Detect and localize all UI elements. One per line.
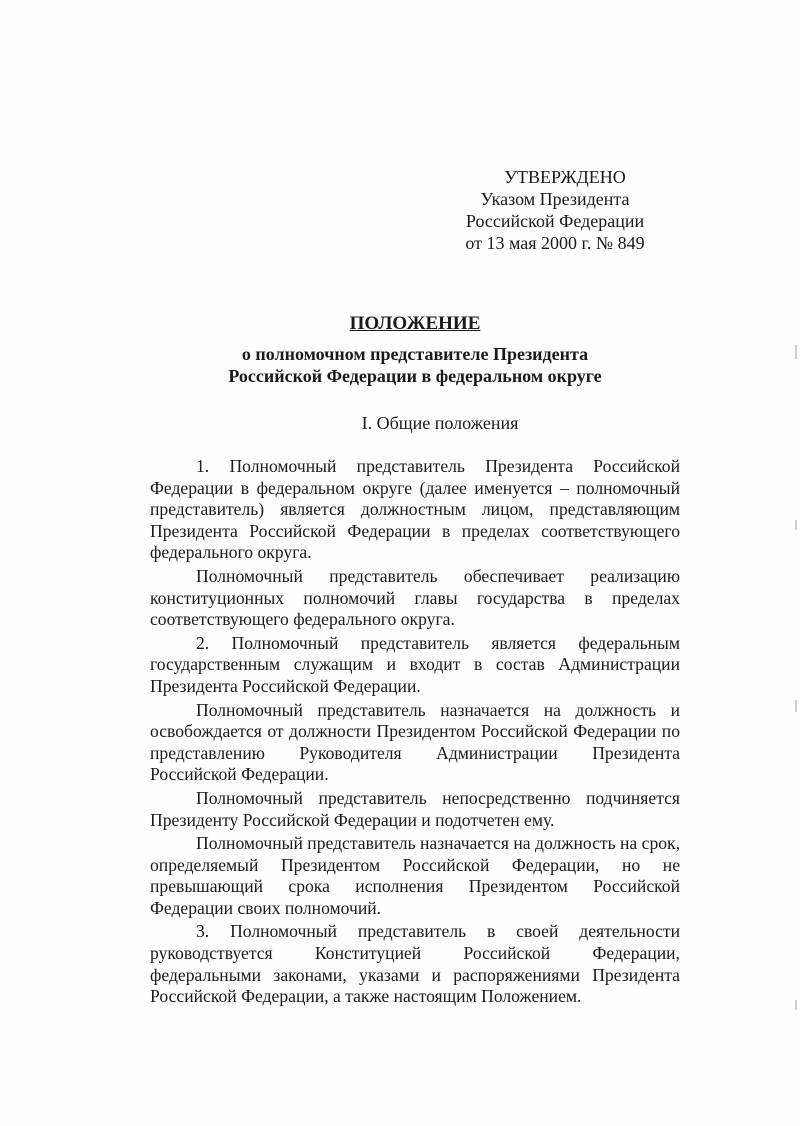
paragraph-line: государственным служащим и входит в состав Администрации <box>150 654 680 675</box>
paragraph-line: соответствующего федерального округа. <box>150 609 455 630</box>
paragraph-line: определяемый Президентом Российской Федерации, но не <box>150 854 680 875</box>
paragraph-line: Федерации своих полномочий. <box>150 897 382 918</box>
paragraph <box>150 700 680 786</box>
paragraph-line: Российской Федерации. <box>150 764 329 785</box>
approval-line-4: от 13 мая 2000 г. № 849 <box>465 233 645 253</box>
scan-artifact <box>795 520 797 530</box>
paragraph <box>150 456 680 564</box>
paragraph <box>150 566 680 631</box>
approval-line-1: УТВЕРЖДЕНО <box>504 167 626 187</box>
paragraph-line: федерального округа. <box>150 542 312 563</box>
section-heading: I. Общие положения <box>361 413 519 433</box>
paragraph-line: Полномочный представитель назначается на должность на срок, <box>196 833 680 854</box>
document-body <box>150 456 680 1008</box>
document-subtitle <box>150 343 680 387</box>
subtitle-line-2: Российской Федерации в федеральном округе <box>228 366 602 386</box>
paragraph-line: 1. Полномочный представитель Президента Российской <box>196 456 680 476</box>
paragraph-line: Полномочный представитель непосредственно подчиняется <box>196 787 680 808</box>
paragraph-line: освобождается от должности Президентом Российской Федерации по <box>150 721 680 742</box>
paragraph-line: 2. Полномочный представитель является федеральным <box>196 632 680 653</box>
approval-line-2: Указом Президента <box>480 189 630 209</box>
paragraph-line: Федерации в федеральном округе (далее именуется – полномочный <box>150 477 680 498</box>
paragraph-line: представлению Руководителя Администрации Президента <box>150 742 680 763</box>
paragraph-line: Президенту Российской Федерации и подотчетен ему. <box>150 809 555 830</box>
paragraph <box>150 833 680 919</box>
paragraph <box>150 633 680 698</box>
paragraph-line: Президента Российской Федерации в пределах соответствующего <box>150 520 680 541</box>
scan-artifact <box>795 1000 797 1010</box>
scan-artifact <box>795 700 797 712</box>
paragraph-line: Полномочный представитель обеспечивает реализацию <box>196 565 680 586</box>
paragraph <box>150 788 680 831</box>
paragraph-line: конституционных полномочий главы государства в пределах <box>150 587 680 608</box>
paragraph-line: федеральными законами, указами и распоряжениями Президента <box>150 964 680 985</box>
approval-line-3: Российской Федерации <box>465 211 645 231</box>
subtitle-line-1: о полномочном представителе Президента <box>241 344 589 364</box>
paragraph-line: 3. Полномочный представитель в своей деятельности <box>196 921 680 942</box>
paragraph-line: руководствуется Конституцией Российской Федерации, <box>150 943 680 964</box>
paragraph-line: Президента Российской Федерации. <box>150 675 421 696</box>
paragraph-line: представитель) является должностным лицом, представляющим <box>150 499 680 520</box>
document-title: ПОЛОЖЕНИЕ <box>349 313 481 334</box>
scan-artifact <box>795 345 797 359</box>
paragraph <box>150 921 680 1007</box>
paragraph-line: Полномочный представитель назначается на должность и <box>196 699 680 720</box>
paragraph-line: Российской Федерации, а также настоящим Положением. <box>150 986 582 1007</box>
approval-stamp <box>440 166 670 254</box>
paragraph-line: превышающий срока исполнения Президентом Российской <box>150 876 680 897</box>
